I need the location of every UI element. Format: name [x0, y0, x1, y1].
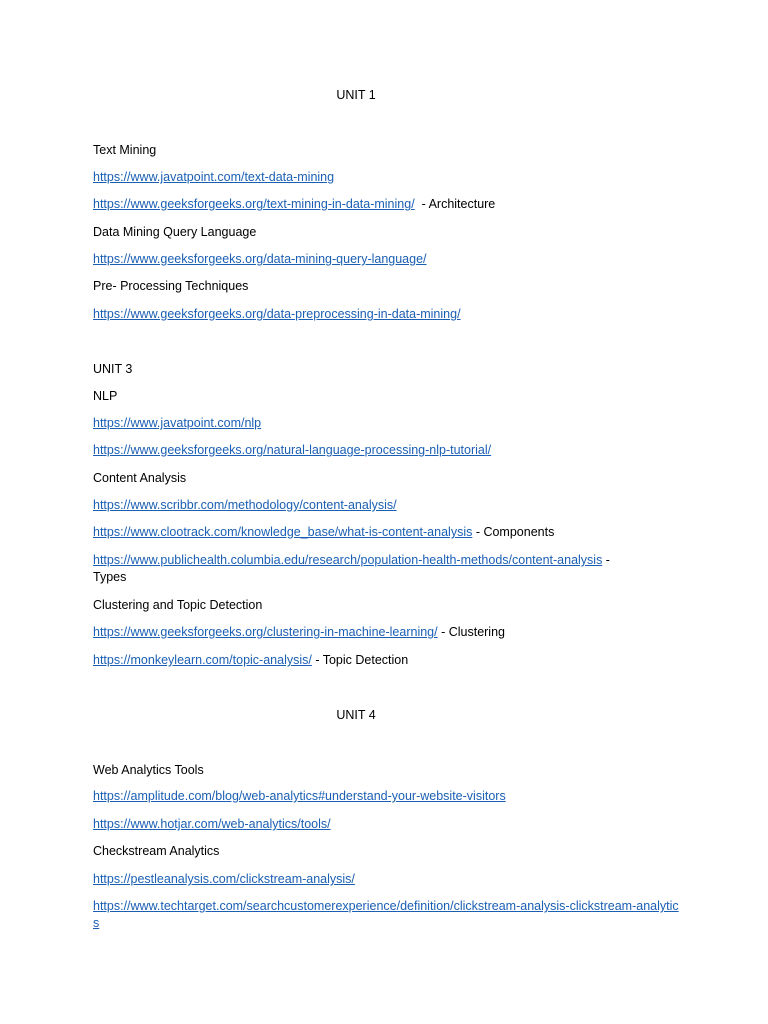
link-columbia-content-analysis[interactable]: https://www.publichealth.columbia.edu/research/population-health-methods/content-analysis	[93, 553, 603, 567]
link-note: - Architecture	[414, 197, 496, 211]
link-row	[93, 652, 683, 669]
link-gfg-text-mining[interactable]: https://www.geeksforgeeks.org/text-mining-in-data-mining/	[93, 197, 415, 211]
link-row	[93, 524, 683, 541]
link-note: - Clustering	[437, 625, 505, 639]
link-row	[93, 816, 683, 833]
link-row	[93, 169, 683, 186]
unit-3-heading: UNIT 3	[93, 362, 133, 376]
link-row	[93, 306, 683, 323]
link-note: -	[602, 553, 610, 567]
heading-clickstream: Checkstream Analytics	[93, 844, 220, 858]
link-row	[93, 788, 683, 805]
link-row	[93, 442, 683, 459]
link-javatpoint-text-data-mining[interactable]: https://www.javatpoint.com/text-data-mining	[93, 170, 335, 184]
link-row	[93, 898, 683, 932]
link-gfg-nlp-tutorial[interactable]: https://www.geeksforgeeks.org/natural-language-processing-nlp-tutorial/	[93, 443, 492, 457]
heading-clustering: Clustering and Topic Detection	[93, 598, 263, 612]
link-note: - Topic Detection	[311, 653, 409, 667]
unit-1-heading: UNIT 1	[336, 88, 376, 102]
link-note-continued: Types	[93, 570, 127, 584]
link-hotjar-web-analytics[interactable]: https://www.hotjar.com/web-analytics/tools/	[93, 817, 331, 831]
link-scribbr-content-analysis[interactable]: https://www.scribbr.com/methodology/content-analysis/	[93, 498, 397, 512]
link-gfg-clustering[interactable]: https://www.geeksforgeeks.org/clustering-in-machine-learning/	[93, 625, 438, 639]
link-gfg-preprocessing[interactable]: https://www.geeksforgeeks.org/data-preprocessing-in-data-mining/	[93, 307, 461, 321]
unit-4-heading: UNIT 4	[336, 708, 376, 722]
heading-content-analysis: Content Analysis	[93, 471, 187, 485]
heading-dmql: Data Mining Query Language	[93, 225, 257, 239]
heading-nlp: NLP	[93, 389, 118, 403]
link-pestle-clickstream[interactable]: https://pestleanalysis.com/clickstream-analysis/	[93, 872, 355, 886]
heading-web-analytics-tools: Web Analytics Tools	[93, 763, 204, 777]
heading-preprocessing: Pre- Processing Techniques	[93, 279, 249, 293]
link-row	[93, 415, 683, 432]
link-gfg-dmql[interactable]: https://www.geeksforgeeks.org/data-mining-query-language/	[93, 252, 427, 266]
link-row	[93, 497, 683, 514]
link-row	[93, 251, 683, 268]
link-amplitude-web-analytics[interactable]: https://amplitude.com/blog/web-analytics#understand-your-website-visitors	[93, 789, 506, 803]
link-monkeylearn-topic-analysis[interactable]: https://monkeylearn.com/topic-analysis/	[93, 653, 312, 667]
link-row	[93, 552, 683, 569]
link-clootrack-content-analysis[interactable]: https://www.clootrack.com/knowledge_base/what-is-content-analysis	[93, 525, 473, 539]
link-note: - Components	[472, 525, 555, 539]
link-row	[93, 624, 683, 641]
link-row	[93, 196, 683, 213]
link-techtarget-clickstream[interactable]: https://www.techtarget.com/searchcustomerexperience/definition/clickstream-analysis-clickstream-analytics	[93, 899, 679, 930]
link-row	[93, 871, 683, 888]
link-javatpoint-nlp[interactable]: https://www.javatpoint.com/nlp	[93, 416, 262, 430]
heading-text-mining: Text Mining	[93, 143, 157, 157]
